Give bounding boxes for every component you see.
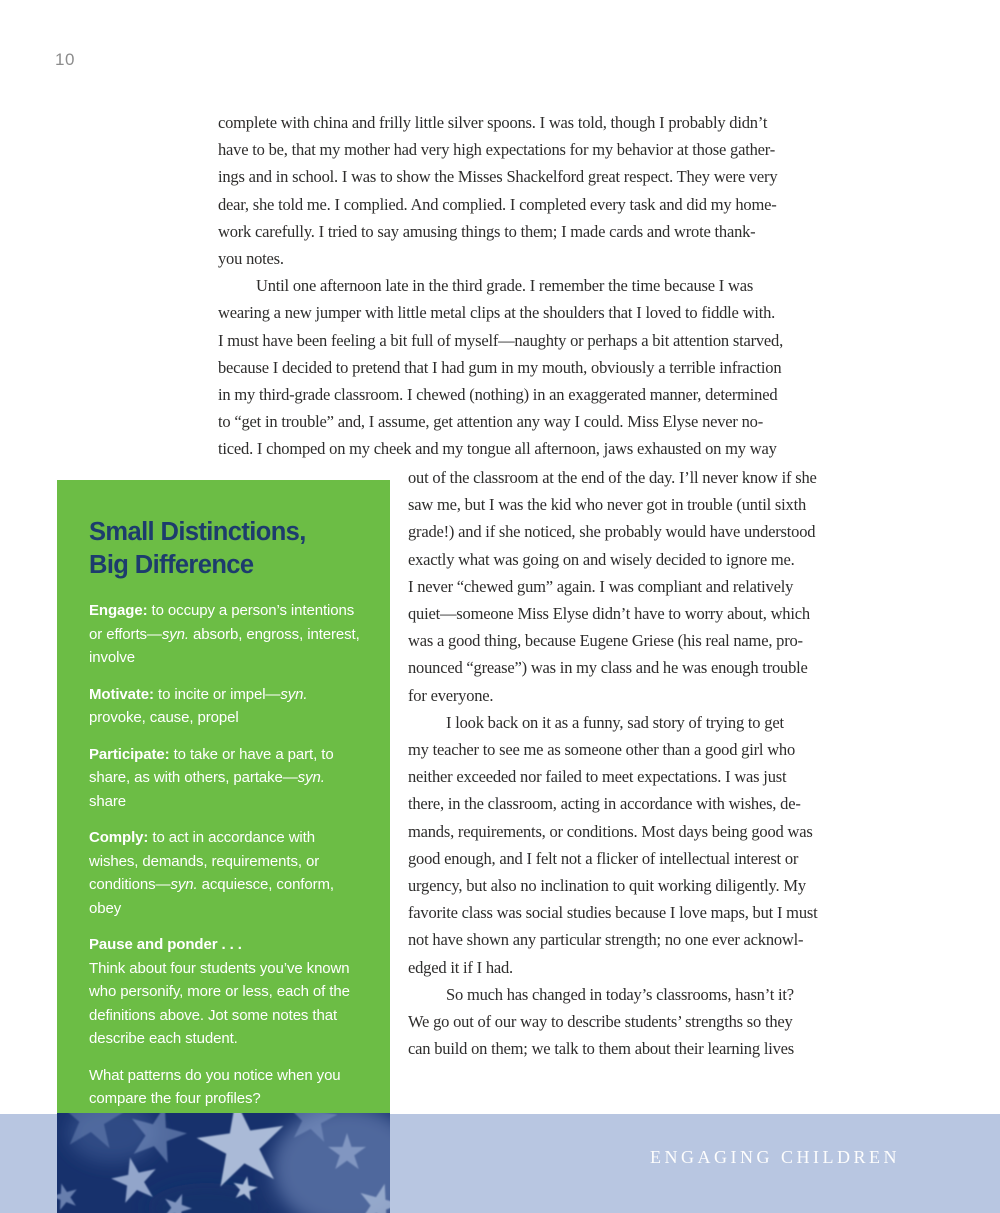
body-text-line: have to be, that my mother had very high expectations for my behavior at those gather- [218, 140, 776, 160]
body-text-line: was a good thing, because Eugene Griese (his real name, pro- [408, 631, 803, 651]
sidebar-box [57, 480, 390, 1113]
definition-entry: Motivate: to incite or impel—syn. provoke, cause, propel [89, 685, 308, 726]
body-text-line: saw me, but I was the kid who never got in trouble (until sixth [408, 495, 806, 515]
body-text-line: can build on them; we talk to them about their learning lives [408, 1039, 794, 1059]
body-text-line: I look back on it as a funny, sad story of trying to get [446, 712, 784, 732]
body-text-line: work carefully. I tried to say amusing things to them; I made cards and wrote thank- [218, 221, 756, 241]
stars-artwork [57, 1113, 390, 1213]
definition-entry: What patterns do you notice when you compare the four profiles? [89, 1066, 341, 1107]
body-text-line: there, in the classroom, acting in accordance with wishes, de- [408, 794, 801, 814]
body-text-line: you notes. [218, 249, 284, 269]
body-text-narrow-column [408, 464, 894, 1062]
body-text-line: quiet—someone Miss Elyse didn’t have to worry about, which [408, 604, 810, 624]
body-text-line: exactly what was going on and wisely decided to ignore me. [408, 549, 795, 569]
running-head: ENGAGING CHILDREN [650, 1147, 900, 1167]
body-text-line: favorite class was social studies because I love maps, but I must [408, 903, 818, 923]
body-text-line: for everyone. [408, 685, 494, 705]
body-text-line: wearing a new jumper with little metal clips at the shoulders that I loved to fiddle with. [218, 303, 776, 323]
body-text-line: So much has changed in today’s classrooms, hasn’t it? [446, 984, 794, 1004]
body-text-line: in my third-grade classroom. I chewed (nothing) in an exaggerated manner, determined [218, 385, 778, 405]
definition-entry: Participate: to take or have a part, to share, as with others, partake—syn. share [89, 745, 334, 810]
definition-entry: Engage: to occupy a person’s intentions or efforts—syn. absorb, engross, interest, involve [89, 602, 360, 666]
stars-decoration-image [57, 1113, 390, 1213]
body-text-line: grade!) and if she noticed, she probably would have understood [408, 522, 816, 542]
body-text-line: I must have been feeling a bit full of myself—naughty or perhaps a bit attention starved, [218, 330, 784, 350]
body-text-line: complete with china and frilly little silver spoons. I was told, though I probably didn’t [218, 113, 768, 132]
body-text-line: out of the classroom at the end of the day. I’ll never know if she [408, 468, 817, 487]
body-text-line: Until one afternoon late in the third grade. I remember the time because I was [256, 276, 754, 296]
body-text-wide-column [218, 109, 896, 463]
body-text-line: good enough, and I felt not a flicker of intellectual interest or [408, 848, 799, 868]
sidebar-definitions [89, 599, 360, 1111]
body-text-line: to “get in trouble” and, I assume, get attention any way I could. Miss Elyse never no- [218, 412, 764, 432]
page-number: 10 [55, 50, 75, 69]
body-text-line: ings and in school. I was to show the Misses Shackelford great respect. They were very [218, 167, 778, 187]
definition-entry: Comply: to act in accordance with wishes, demands, requirements, or conditions—syn. acquiesce, conform, obey [89, 829, 334, 917]
body-text-line: ticed. I chomped on my cheek and my tongue all afternoon, jaws exhausted on my way [218, 439, 777, 459]
body-text-line: my teacher to see me as someone other than a good girl who [408, 740, 796, 760]
body-text-line: not have shown any particular strength; no one ever acknowl- [408, 930, 804, 950]
body-text-line: neither exceeded nor failed to meet expectations. I was just [408, 767, 787, 787]
definition-entry: Pause and ponder . . . Think about four students you’ve known who personify, more or less, each of the definitions above. Jot some notes that describe each student. [89, 936, 350, 1047]
body-text-line: nounced “grease”) was in my class and he was enough trouble [408, 658, 808, 678]
sidebar-title: Small Distinctions, Big Difference [89, 518, 306, 579]
body-text-line: We go out of our way to describe students’ strengths so they [408, 1012, 793, 1032]
body-text-line: dear, she told me. I complied. And complied. I completed every task and did my home- [218, 194, 777, 214]
body-text-line: because I decided to pretend that I had gum in my mouth, obviously a terrible infraction [218, 357, 782, 377]
body-text-line: edged it if I had. [408, 957, 513, 977]
body-text-line: urgency, but also no inclination to quit working diligently. My [408, 876, 806, 896]
body-text-line: I never “chewed gum” again. I was compliant and relatively [408, 576, 794, 596]
body-text-line: mands, requirements, or conditions. Most days being good was [408, 821, 813, 841]
